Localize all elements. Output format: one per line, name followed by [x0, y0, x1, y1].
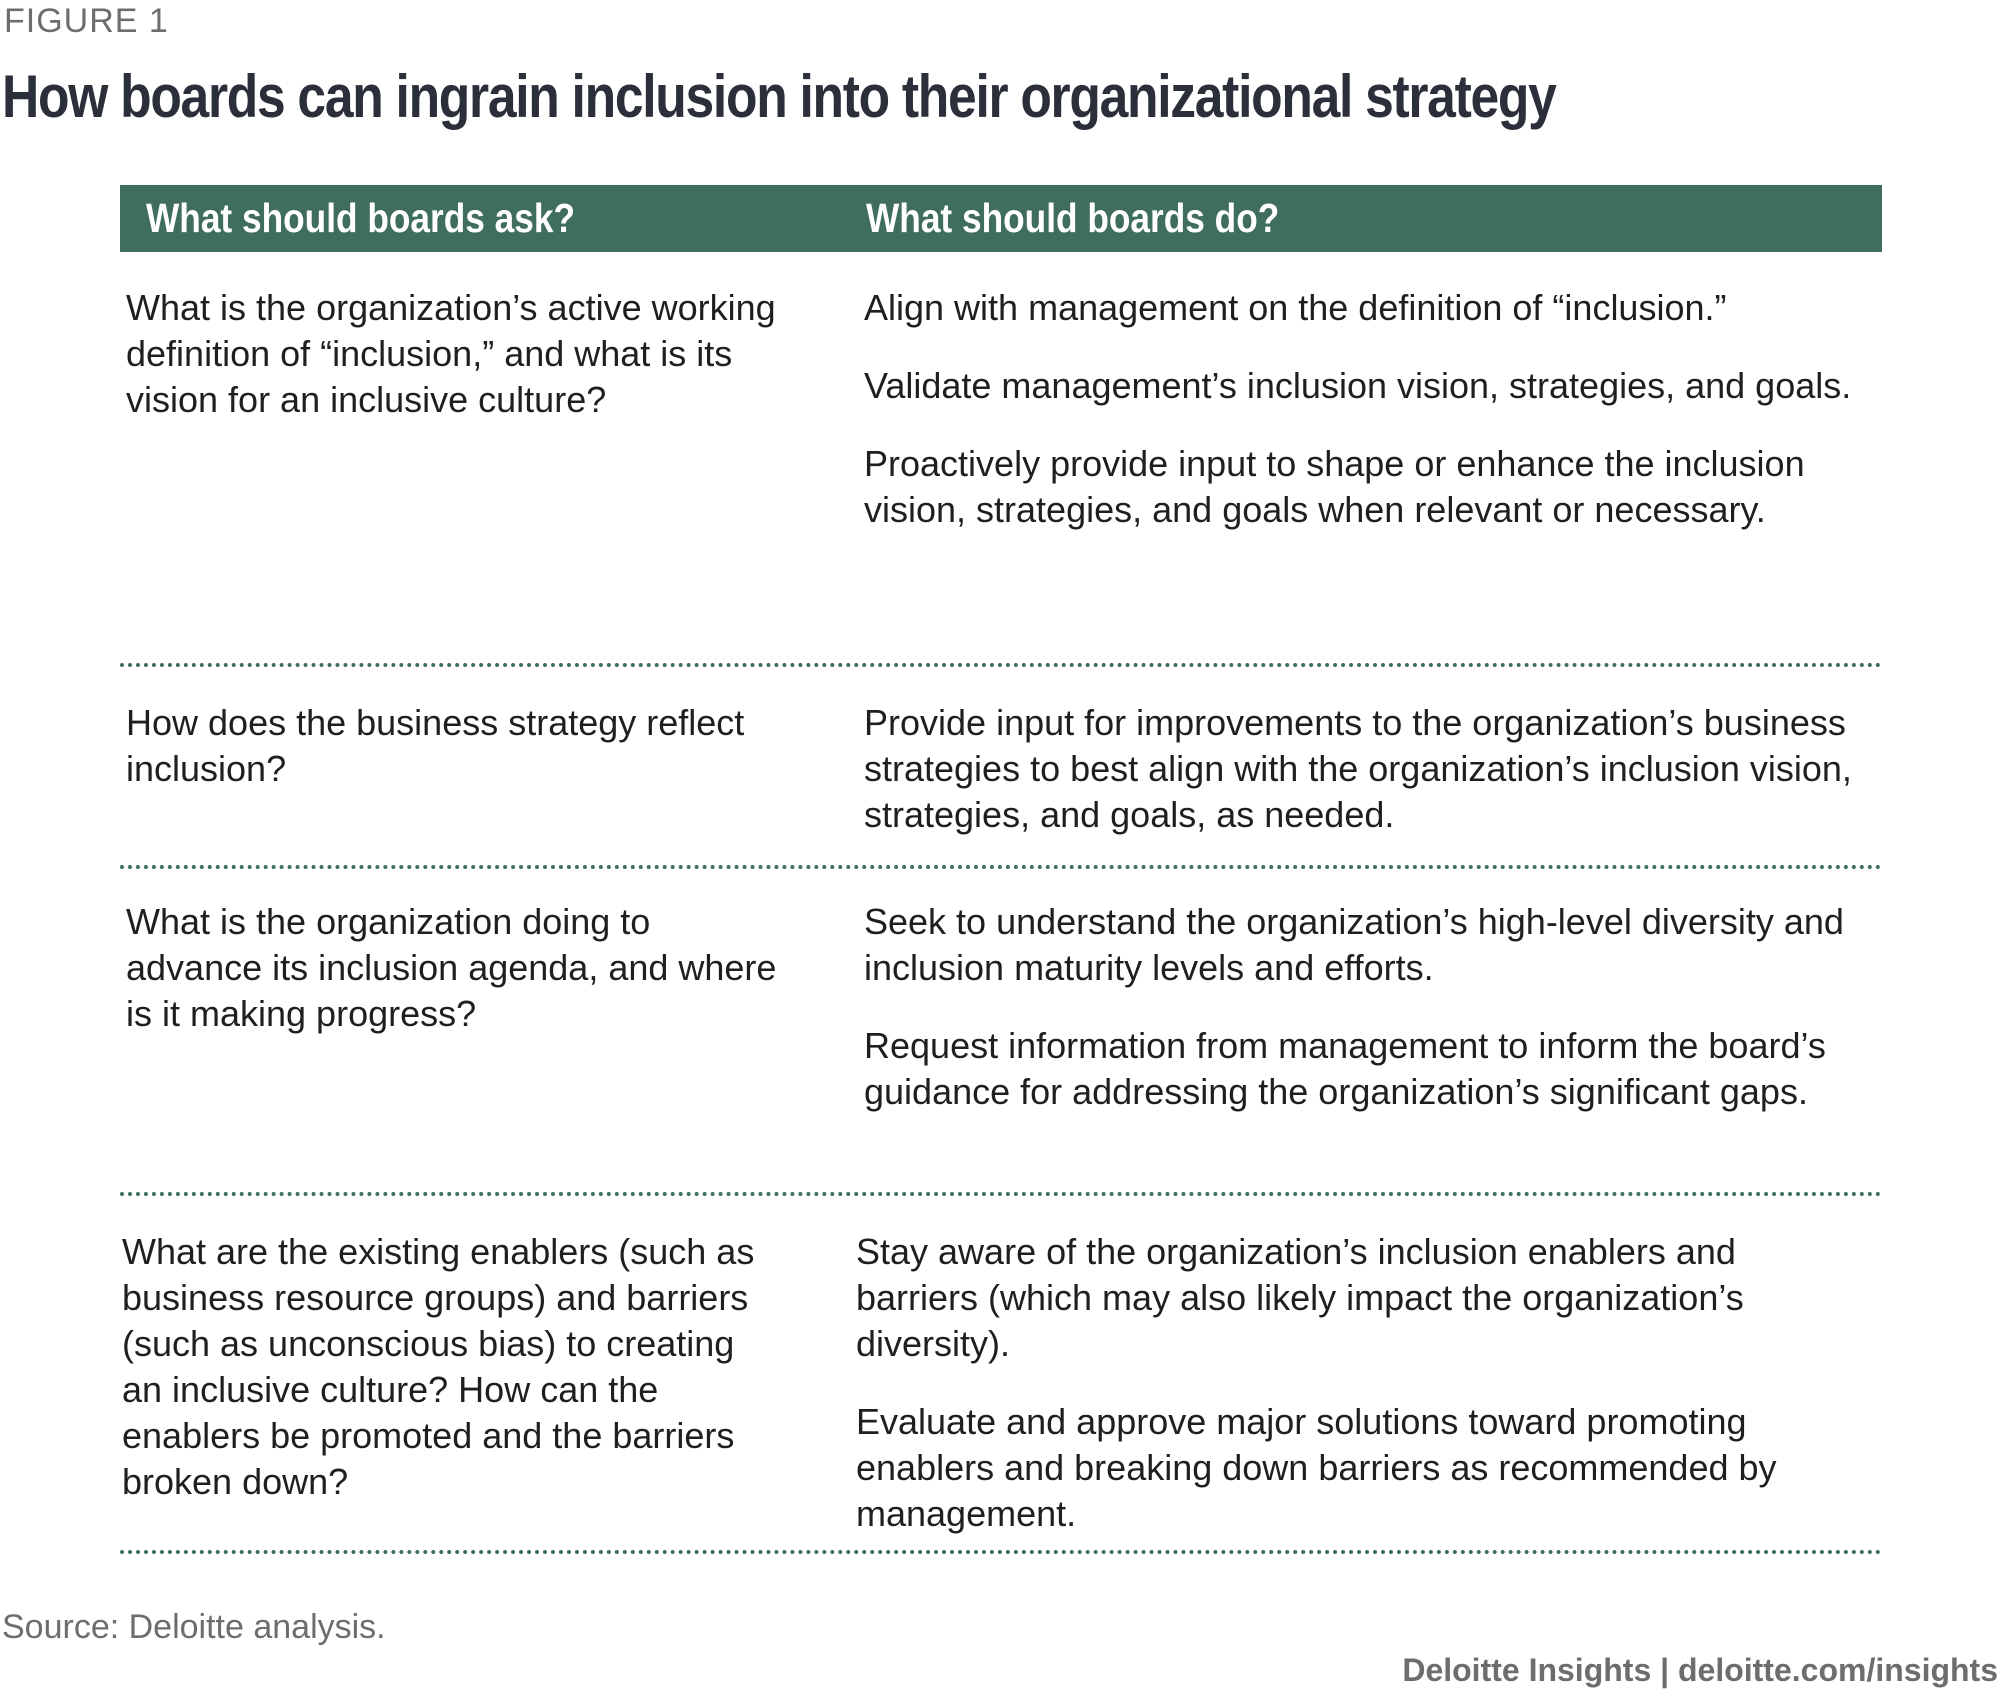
do-item: Provide input for improvements to the organization’s business strategies to best align with the organization’s inclusion vision, strategies, and goals, as needed.: [864, 702, 1852, 835]
table-row: [120, 252, 1882, 667]
ask-cell: What is the organization doing to advance its inclusion agenda, and where is it making progress?: [126, 901, 777, 1034]
table-header: [120, 185, 1882, 252]
source-note: Source: Deloitte analysis.: [2, 1608, 386, 1646]
table-row: [120, 869, 1882, 1196]
do-item: Proactively provide input to shape or enhance the inclusion vision, strategies, and goals when relevant or necessary.: [864, 443, 1805, 530]
guidance-table: [120, 185, 1882, 1554]
do-item: Evaluate and approve major solutions toward promoting enablers and breaking down barriers as recommended by management.: [856, 1401, 1777, 1534]
do-cell: [864, 700, 1874, 838]
table-row: [120, 667, 1882, 869]
do-item: Request information from management to inform the board’s guidance for addressing the organization’s significant gaps.: [864, 1025, 1826, 1112]
table-row: [120, 1196, 1882, 1554]
do-item: Validate management’s inclusion vision, strategies, and goals.: [864, 365, 1852, 406]
ask-cell: What are the existing enablers (such as business resource groups) and barriers (such as unconscious bias) to creating an inclusive culture? How can the enablers be promoted and the barriers broken down?: [122, 1231, 755, 1502]
do-cell: [864, 899, 1874, 1115]
page-title: How boards can ingrain inclusion into their organizational strategy: [2, 63, 1556, 130]
footer-credit: Deloitte Insights | deloitte.com/insights: [1402, 1652, 1998, 1688]
ask-cell: How does the business strategy reflect inclusion?: [126, 702, 745, 789]
header-do: What should boards do?: [866, 195, 1280, 241]
header-ask: What should boards ask?: [146, 195, 576, 241]
do-item: Align with management on the definition of “inclusion.”: [864, 287, 1727, 328]
do-item: Stay aware of the organization’s inclusion enablers and barriers (which may also likely impact the organization’s diversity).: [856, 1231, 1744, 1364]
do-cell: [864, 285, 1874, 533]
figure-label: FIGURE 1: [4, 2, 169, 40]
do-cell: [856, 1229, 1866, 1537]
ask-cell: What is the organization’s active working definition of “inclusion,” and what is its vision for an inclusive culture?: [126, 287, 776, 420]
do-item: Seek to understand the organization’s high-level diversity and inclusion maturity levels and efforts.: [864, 901, 1844, 988]
